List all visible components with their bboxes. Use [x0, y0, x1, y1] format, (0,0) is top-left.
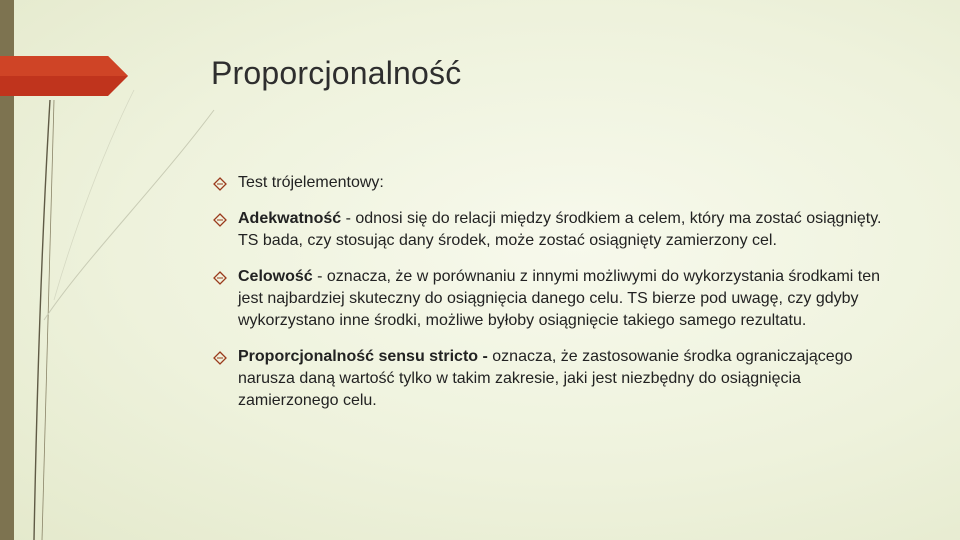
list-item	[213, 266, 903, 332]
list-item	[213, 346, 903, 412]
page-title: Proporcjonalność	[211, 55, 462, 91]
diamond-outline-icon	[213, 213, 227, 227]
accent-arrow-shape	[0, 56, 128, 96]
bullet-text: Test trójelementowy:	[238, 174, 384, 191]
bullet-bold-text: Celowość	[238, 268, 313, 285]
diamond-outline-icon	[213, 351, 227, 365]
bullet-text: - oznacza, że w porównaniu z innymi możliwymi do wykorzystania środkami ten jest najbardziej skuteczny do osiągnięcia danego celu. TS bierze pod uwagę, czy gdyby wykorzystano inne środki, możliwe byłoby osiągnięcie takiego samego rezultatu.	[238, 268, 881, 329]
bullet-text: - odnosi się do relacji między środkiem a celem, który ma zostać osiągnięty. TS bada, czy stosując dany środek, może zostać osiągnięty zamierzony cel.	[238, 210, 882, 249]
diamond-outline-icon	[213, 177, 227, 191]
diamond-outline-icon	[213, 271, 227, 285]
list-item	[213, 208, 903, 252]
list-item	[213, 172, 903, 194]
bullet-bold-text: Proporcjonalność sensu stricto -	[238, 348, 488, 365]
bullet-list	[213, 172, 903, 426]
bullet-text: oznacza, że zastosowanie środka ograniczającego narusza daną wartość tylko w takim zakresie, jaki jest niezbędny do osiągnięcia zamierzonego celu.	[238, 348, 853, 409]
bullet-bold-text: Adekwatność	[238, 210, 342, 227]
